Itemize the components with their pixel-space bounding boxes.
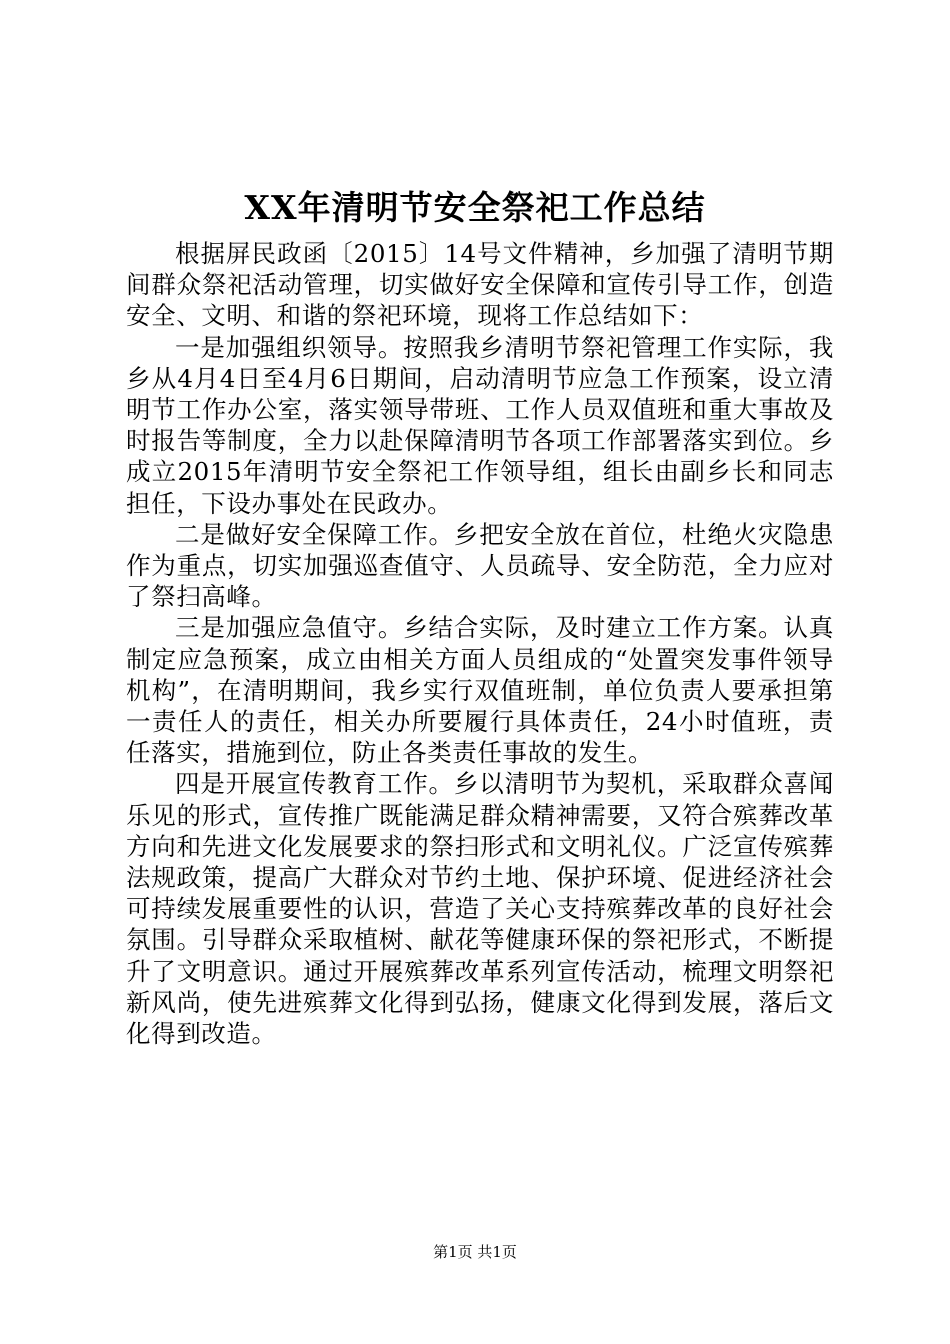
- paragraph-emergency: 三是加强应急值守。乡结合实际，及时建立工作方案。认真制定应急预案，成立由相关方面人员组成的“处置突发事件领导机构”，在清明期间，我乡实行双值班制，单位负责人要承担第一责任人的责任，相关办所要履行具体责任，24小时值班，责任落实，措施到位，防止各类责任事故的发生。: [126, 613, 834, 768]
- paragraph-publicity: 四是开展宣传教育工作。乡以清明节为契机，采取群众喜闻乐见的形式，宣传推广既能满足群众精神需要，又符合殡葬改革方向和先进文化发展要求的祭扫形式和文明礼仪。广泛宣传殡葬法规政策，提高广大群众对节约土地、保护环境、促进经济社会可持续发展重要性的认识，营造了关心支持殡葬改革的良好社会氛围。引导群众采取植树、献花等健康环保的祭祀形式，不断提升了文明意识。通过开展殡葬改革系列宣传活动，梳理文明祭祀新风尚，使先进殡葬文化得到弘扬，健康文化得到发展，落后文化得到改造。: [126, 769, 834, 1049]
- paragraph-safety: 二是做好安全保障工作。乡把安全放在首位，杜绝火灾隐患作为重点，切实加强巡查值守、人员疏导、安全防范，全力应对了祭扫高峰。: [126, 519, 834, 612]
- page-number-footer: 第1页 共1页: [433, 1243, 517, 1261]
- document-title: XX年清明节安全祭祀工作总结: [244, 188, 706, 227]
- paragraph-organization: 一是加强组织领导。按照我乡清明节祭祀管理工作实际，我乡从4月4日至4月6日期间，启动清明节应急工作预案，设立清明节工作办公室，落实领导带班、工作人员双值班和重大事故及时报告等制度，全力以赴保障清明节各项工作部署落实到位。乡成立2015年清明节安全祭祀工作领导组，组长由副乡长和同志担任，下设办事处在民政办。: [126, 332, 834, 518]
- document-body: [126, 238, 834, 1049]
- paragraph-intro: 根据屏民政函〔2015〕14号文件精神，乡加强了清明节期间群众祭祀活动管理，切实做好安全保障和宣传引导工作，创造安全、文明、和谐的祭祀环境，现将工作总结如下：: [126, 239, 834, 331]
